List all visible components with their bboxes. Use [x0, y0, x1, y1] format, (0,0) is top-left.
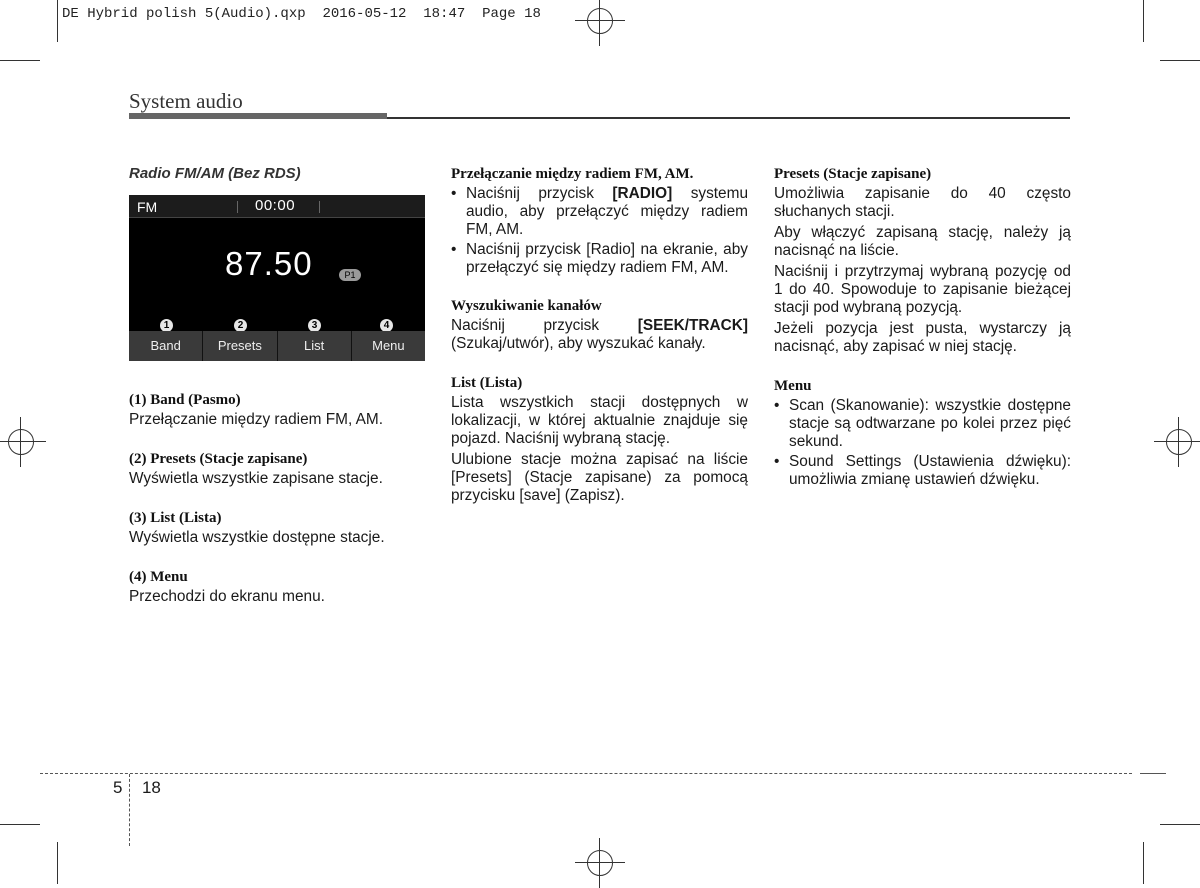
column-3: [774, 165, 1071, 491]
seek-heading: Wyszukiwanie kanałów: [451, 298, 602, 314]
section-title: System audio: [129, 89, 243, 113]
item-text-list: Wyświetla wszystkie dostępne stacje.: [129, 529, 385, 546]
radio-heading: Radio FM/AM (Bez RDS): [129, 165, 301, 182]
list-heading: List (Lista): [451, 375, 523, 391]
switch-bullet-2: • Naciśnij przycisk [Radio] na ekranie, aby przełączyć się między radiem FM, AM.: [451, 241, 748, 277]
screen-band-button: Band: [129, 331, 202, 361]
crop-mark: [0, 824, 40, 825]
print-slug: DE Hybrid polish 5(Audio).qxp 2016-05-12 18:47 Page 18: [62, 6, 541, 22]
screen-separator: [237, 201, 238, 213]
screen-list-button: List: [277, 331, 351, 361]
crop-mark: [1143, 0, 1144, 42]
column-2: [451, 165, 748, 508]
callout-number-3: 3: [308, 319, 321, 332]
callout-number-4: 4: [380, 319, 393, 332]
presets-paragraph-1: Umożliwia zapisanie do 40 często słuchanych stacji.: [774, 185, 1071, 220]
crop-mark: [0, 60, 40, 61]
bullet-text: systemu audio, aby przełączyć między radiem FM, AM.: [466, 185, 748, 238]
chapter-number: 5: [113, 778, 123, 797]
screen-time-label: 00:00: [255, 197, 296, 214]
callout-number-1: 1: [160, 319, 173, 332]
list-paragraph-2: Ulubione stacje można zapisać na liście [Presets] (Stacje zapisane) za pomocą przycisku [save] (Zapisz).: [451, 451, 748, 504]
seek-text: [451, 317, 748, 353]
item-text-presets: Wyświetla wszystkie zapisane stacje.: [129, 470, 383, 487]
seek-text-post: (Szukaj/utwór), aby wyszukać kanały.: [451, 335, 706, 352]
switch-bullet-1: [451, 185, 748, 239]
menu-bullets: [774, 397, 1071, 489]
radio-key: [RADIO]: [612, 185, 673, 202]
screen-separator: [319, 201, 320, 213]
screen-frequency: 87.50: [225, 245, 313, 282]
item-text-band: Przełączanie między radiem FM, AM.: [129, 411, 384, 428]
presets-paragraph-2: Aby włączyć zapisaną stację, należy ją nacisnąć na liście.: [774, 224, 1071, 259]
header-rule-thick: [129, 113, 387, 119]
screen-presets-button: Presets: [202, 331, 276, 361]
crop-mark: [1160, 824, 1200, 825]
screen-preset-badge: P1: [339, 269, 361, 281]
switch-bullets: [451, 185, 748, 277]
menu-bullet-scan: • Scan (Skanowanie): wszystkie dostępne stacje są odtwarzane po kolei przez pięć sekund.: [774, 397, 1071, 451]
page-number: [113, 778, 161, 798]
registration-mark-right: [1162, 425, 1196, 459]
item-title-band: (1) Band (Pasmo): [129, 392, 241, 408]
screen-top-bar: [129, 195, 425, 218]
screen-button-row: [129, 331, 425, 361]
registration-mark-bottom: [583, 846, 617, 880]
callout-number-2: 2: [234, 319, 247, 332]
seek-text-pre: Naciśnij przycisk: [451, 317, 638, 334]
menu-heading: Menu: [774, 378, 812, 394]
page-number-value: 18: [141, 778, 161, 797]
registration-mark-top: [583, 4, 617, 38]
screen-menu-button: Menu: [351, 331, 425, 361]
item-title-presets: (2) Presets (Stacje zapisane): [129, 451, 308, 467]
seek-key: [SEEK/TRACK]: [637, 317, 748, 334]
crop-mark: [57, 0, 58, 42]
crop-mark: [1160, 60, 1200, 61]
header-rule-thin: [387, 117, 1070, 119]
menu-bullet-sound-settings: • Sound Settings (Ustawienia dźwięku): umożliwia zmianę ustawień dźwięku.: [774, 453, 1071, 489]
footer-dashed-rule: [40, 773, 1132, 774]
presets-heading: Presets (Stacje zapisane): [774, 166, 932, 182]
radio-screen-illustration: [129, 195, 425, 361]
crop-mark: [1143, 842, 1144, 884]
registration-mark-left: [4, 425, 38, 459]
switch-heading: Przełączanie między radiem FM, AM.: [451, 166, 694, 182]
item-title-list: (3) List (Lista): [129, 510, 222, 526]
presets-paragraph-3: Naciśnij i przytrzymaj wybraną pozycję od 1 do 40. Spowoduje to zapisanie bieżącej stacji pod wybraną pozycją.: [774, 263, 1071, 316]
crop-mark: [57, 842, 58, 884]
list-paragraph-1: Lista wszystkich stacji dostępnych w lokalizacji, w której aktualnie znajduje się pojazd. Naciśnij wybraną stację.: [451, 394, 748, 447]
item-text-menu: Przechodzi do ekranu menu.: [129, 588, 325, 605]
screen-band-label: FM: [137, 199, 158, 215]
presets-paragraph-4: Jeżeli pozycja jest pusta, wystarczy ją nacisnąć, aby zapisać w niej stację.: [774, 320, 1071, 355]
item-title-menu: (4) Menu: [129, 569, 188, 585]
bullet-text: Naciśnij przycisk: [466, 185, 613, 202]
column-1: [129, 165, 426, 609]
footer-rule-end: [1140, 773, 1166, 774]
